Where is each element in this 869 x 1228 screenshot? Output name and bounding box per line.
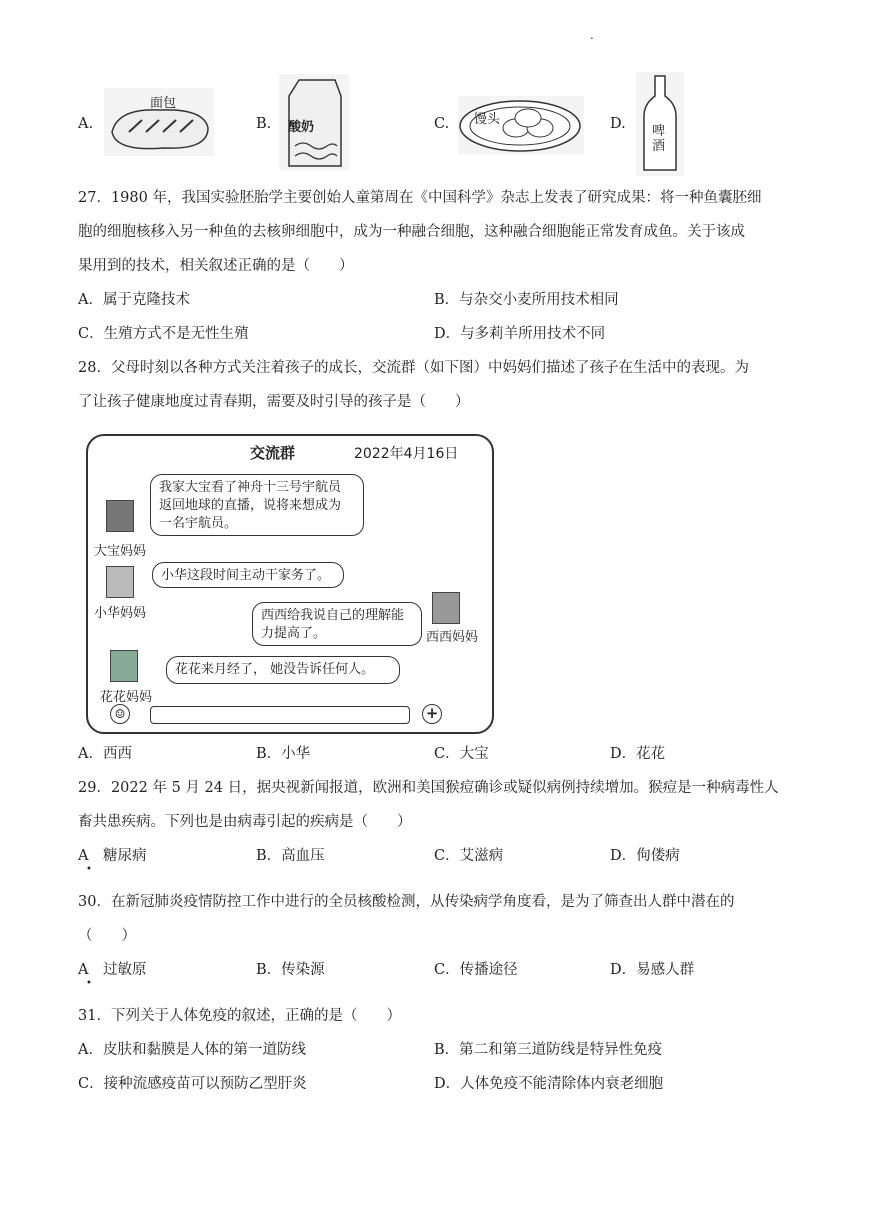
q29-option-c: C．艾滋病 xyxy=(434,848,504,864)
q30-option-c: C．传播途径 xyxy=(434,962,518,978)
chat-input-field xyxy=(150,706,410,724)
q31-line-1: 31．下列关于人体免疫的叙述，正确的是（ ） xyxy=(78,1008,401,1024)
message-line: 西西给我说自己的理解能 xyxy=(261,608,405,623)
message-bubble-dabao xyxy=(150,474,364,536)
q28-option-d: D．花花 xyxy=(610,746,666,762)
q27-line-1: 27．1980 年，我国实验胚胎学主要创始人童第周在《中国科学》杂志上发表了研究成果：将一种鱼囊胚细 xyxy=(78,190,762,206)
message-line: 一名宇航员。 xyxy=(159,516,238,531)
q30-option-d: D．易感人群 xyxy=(610,962,695,978)
q28-line-2: 了让孩子健康地度过青春期，需要及时引导的孩子是（ ） xyxy=(78,394,470,410)
message-line: 我家大宝看了神舟十三号宇航员 xyxy=(159,480,342,495)
user-huahua-mom: 花花妈妈 xyxy=(100,690,153,705)
avatar-huahua-mom xyxy=(110,650,138,682)
q27-line-3: 果用到的技术，相关叙述正确的是（ ） xyxy=(78,258,354,274)
q30-option-a: A 过敏原 xyxy=(78,962,147,978)
message-bubble-huahua xyxy=(166,656,400,684)
q31-option-d: D．人体免疫不能清除体内衰老细胞 xyxy=(434,1076,664,1092)
q28-option-a: A．西西 xyxy=(78,746,132,762)
bullet-dot: • xyxy=(86,864,92,875)
user-xiaohua-mom: 小华妈妈 xyxy=(94,606,147,621)
message-line: 小华这段时间主动干家务了。 xyxy=(161,568,331,583)
q31-option-b: B．第二和第三道防线是特异性免疫 xyxy=(434,1042,663,1058)
q28-line-1: 28．父母时刻以各种方式关注着孩子的成长，交流群（如下图）中妈妈们描述了孩子在生活中的表现。为 xyxy=(78,360,749,376)
chat-title: 交流群 xyxy=(250,444,296,462)
q30-line-2: （ ） xyxy=(78,928,136,944)
user-dabao-mom: 大宝妈妈 xyxy=(94,544,147,559)
emoji-icon: ☺ xyxy=(110,704,130,724)
message-line: 力提高了。 xyxy=(261,626,327,641)
q27-option-b: B．与杂交小麦所用技术相同 xyxy=(434,292,619,308)
q30-line-1: 30．在新冠肺炎疫情防控工作中进行的全员核酸检测，从传染病学角度看，是为了筛查出人群中潜在的 xyxy=(78,894,735,910)
message-line: 花花来月经了， 她没告诉任何人。 xyxy=(175,662,375,677)
q29-line-2: 畜共患疾病。下列也是由病毒引起的疾病是（ ） xyxy=(78,814,412,830)
avatar-dabao-mom xyxy=(106,500,134,532)
q28-option-b: B．小华 xyxy=(256,746,311,762)
plus-icon: + xyxy=(422,704,442,724)
bullet-dot: • xyxy=(86,978,92,989)
steamed-buns-label: 馒头 xyxy=(474,112,501,127)
q29-option-b: B．高血压 xyxy=(256,848,325,864)
q27-option-c: C．生殖方式不是无性生殖 xyxy=(78,326,249,342)
q31-option-c: C．接种流感疫苗可以预防乙型肝炎 xyxy=(78,1076,307,1092)
q28-option-c: C．大宝 xyxy=(434,746,489,762)
q29-option-d: D．佝偻病 xyxy=(610,848,680,864)
q30-option-b: B．传染源 xyxy=(256,962,325,978)
q27-line-2: 胞的细胞核移入另一种鱼的去核卵细胞中，成为一种融合细胞，这种融合细胞能正常发育成鱼。关于该成 xyxy=(78,224,745,240)
q26-option-b-letter: B. xyxy=(256,116,272,132)
q26-option-d-letter: D. xyxy=(610,116,626,132)
avatar-xixi-mom xyxy=(432,592,460,624)
q26-option-a-letter: A. xyxy=(78,116,94,132)
q31-option-a: A．皮肤和黏膜是人体的第一道防线 xyxy=(78,1042,306,1058)
header-mark: . xyxy=(590,28,594,42)
message-line: 返回地球的直播，说将来想成为 xyxy=(159,498,342,513)
chat-date: 2022年4月16日 xyxy=(354,446,459,462)
q29-line-1: 29．2022 年 5 月 24 日，据央视新闻报道，欧洲和美国猴痘确诊或疑似病例持续增加。猴痘是一种病毒性人 xyxy=(78,780,779,796)
bread-label: 面包 xyxy=(150,96,177,111)
q29-option-a: A 糖尿病 xyxy=(78,848,147,864)
user-xixi-mom: 西西妈妈 xyxy=(426,630,479,645)
q27-option-a: A．属于克隆技术 xyxy=(78,292,190,308)
beer-label: 啤酒 xyxy=(652,124,666,154)
q27-option-d: D．与多莉羊所用技术不同 xyxy=(434,326,606,342)
message-bubble-xiaohua xyxy=(152,562,344,588)
avatar-xiaohua-mom xyxy=(106,566,134,598)
chat-group-figure xyxy=(86,434,494,734)
message-bubble-xixi xyxy=(252,602,422,646)
yogurt-label: 酸奶 xyxy=(288,120,315,135)
q26-option-c-letter: C. xyxy=(434,116,450,132)
